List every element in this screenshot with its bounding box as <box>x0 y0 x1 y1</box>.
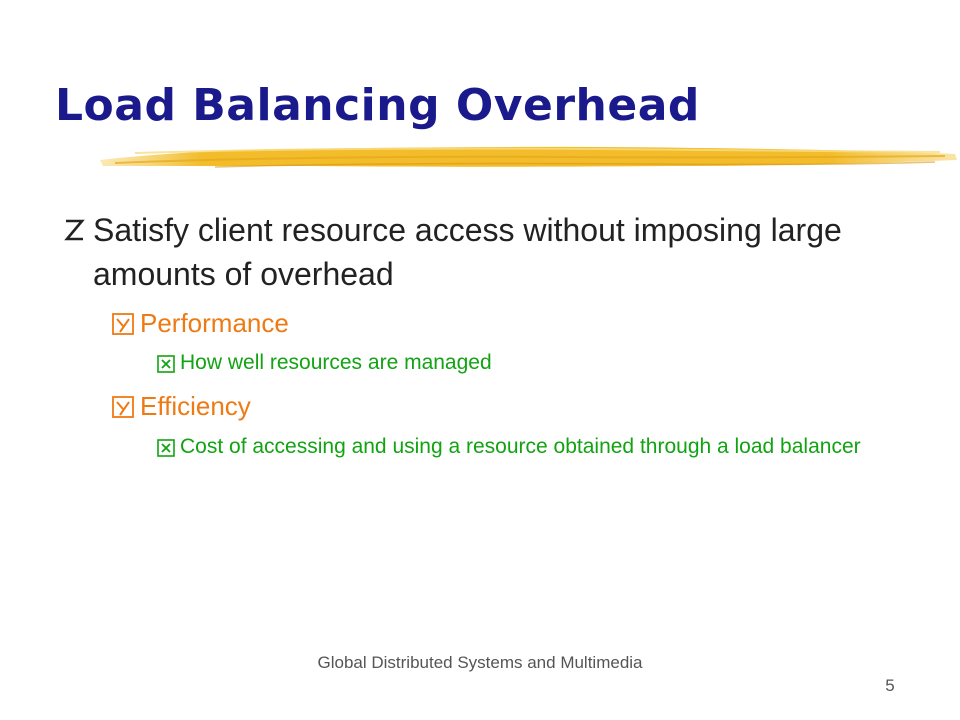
y-checkbox-bullet-icon <box>112 396 134 418</box>
bullet-level3-text: How well resources are managed <box>180 351 492 374</box>
bullet-level2-text: Performance <box>140 308 289 338</box>
bullet-level1 <box>63 208 913 296</box>
x-checkbox-bullet-icon <box>157 439 175 457</box>
bullet-level3-text: Cost of accessing and using a resource obtained through a load balancer <box>180 435 861 458</box>
x-checkbox-bullet-icon <box>157 355 175 373</box>
bullet-level1-text: Satisfy client resource access without imposing large amounts of overhead <box>93 212 842 292</box>
bullet-level2-performance <box>110 306 289 340</box>
page-number: 5 <box>885 676 895 695</box>
bullet-level2-efficiency <box>110 389 251 423</box>
bullet-level3-managed <box>155 348 875 378</box>
bullet-level2-text: Efficiency <box>140 391 251 421</box>
bullet-level3-cost <box>155 432 875 462</box>
slide-title: Load Balancing Overhead <box>55 80 700 131</box>
slide-footer: Global Distributed Systems and Multimedia <box>317 653 643 672</box>
z-bullet-icon <box>63 212 85 242</box>
brush-stroke-underline <box>95 136 960 176</box>
y-checkbox-bullet-icon <box>112 313 134 335</box>
